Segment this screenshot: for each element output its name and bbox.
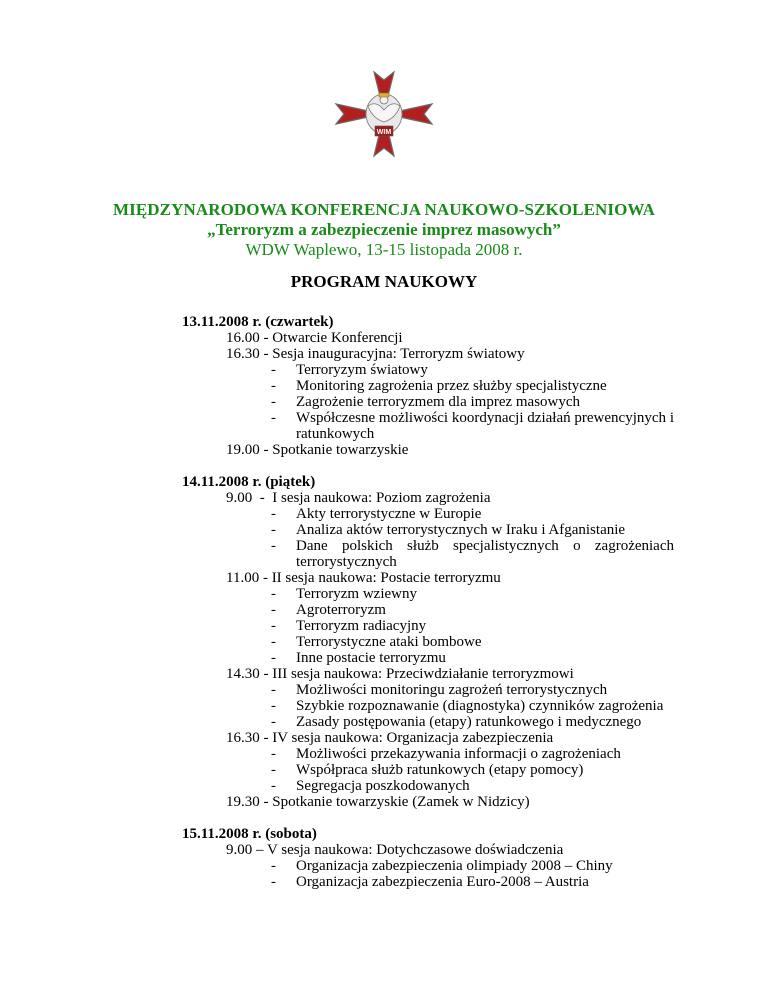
list-item: Terroryzym światowy xyxy=(296,362,428,378)
list-item: Organizacja zabezpieczenia olimpiady 2008 – Chiny xyxy=(296,858,613,874)
list-item: Agroterroryzm xyxy=(296,602,386,618)
day-2-session-4: 16.30 - IV sesja naukowa: Organizacja zabezpieczenia xyxy=(226,730,554,746)
list-item: Analiza aktów terrorystycznych w Iraku i Afganistanie xyxy=(296,522,626,538)
day-1-session-3: 19.00 - Spotkanie towarzyskie xyxy=(226,442,409,458)
list-item: Terroryzm wziewny xyxy=(296,586,417,602)
list-dash: - xyxy=(271,538,276,554)
list-item: Akty terrorystyczne w Europie xyxy=(296,506,482,522)
conference-location: WDW Waplewo, 13-15 listopada 2008 r. xyxy=(245,240,523,259)
list-dash: - xyxy=(271,618,276,634)
list-item: Segregacja poszkodowanych xyxy=(296,778,470,794)
list-item: Współpraca służb ratunkowych (etapy pomocy) xyxy=(296,762,584,778)
list-dash: - xyxy=(271,714,276,730)
program-title: PROGRAM NAUKOWY xyxy=(290,272,478,291)
list-dash: - xyxy=(271,378,276,394)
list-dash: - xyxy=(271,634,276,650)
day-3-date: 15.11.2008 r. (sobota) xyxy=(182,826,317,842)
day-2-date: 14.11.2008 r. (piątek) xyxy=(182,474,316,490)
list-dash: - xyxy=(271,362,276,378)
list-item: Monitoring zagrożenia przez służby specjalistyczne xyxy=(296,378,607,394)
list-dash: - xyxy=(271,506,276,522)
list-item: Organizacja zabezpieczenia Euro-2008 – Austria xyxy=(296,874,589,890)
list-dash: - xyxy=(271,858,276,874)
day-1-session-1: 16.00 - Otwarcie Konferencji xyxy=(226,330,403,346)
list-item: Zasady postępowania (etapy) ratunkowego i medycznego xyxy=(296,714,642,730)
list-dash: - xyxy=(271,698,276,714)
day-1-session-2: 16.30 - Sesja inauguracyjna: Terroryzm światowy xyxy=(226,346,525,362)
list-item: Możliwości przekazywania informacji o zagrożeniach xyxy=(296,746,621,762)
list-dash: - xyxy=(271,682,276,698)
list-item: Terrorystyczne ataki bombowe xyxy=(296,634,482,650)
list-item: Zagrożenie terroryzmem dla imprez masowych xyxy=(296,394,581,410)
list-dash: - xyxy=(271,522,276,538)
list-item: Dane polskich służb specjalistycznych o zagrożeniach terrorystycznych xyxy=(296,538,674,570)
day-1-date: 13.11.2008 r. (czwartek) xyxy=(182,314,334,330)
day-2-session-5: 19.30 - Spotkanie towarzyskie (Zamek w Nidzicy) xyxy=(226,794,530,810)
conference-subtitle: „Terroryzm a zabezpieczenie imprez masowych” xyxy=(207,220,561,239)
logo-caption: WIM xyxy=(376,129,392,136)
list-dash: - xyxy=(271,410,276,426)
day-2-session-1: 9.00 - I sesja naukowa: Poziom zagrożenia xyxy=(226,490,491,506)
list-item: Możliwości monitoringu zagrożeń terrorystycznych xyxy=(296,682,608,698)
list-dash: - xyxy=(271,762,276,778)
list-dash: - xyxy=(271,602,276,618)
day-2-session-2: 11.00 - II sesja naukowa: Postacie terroryzmu xyxy=(226,570,501,586)
list-dash: - xyxy=(271,394,276,410)
wim-logo-emblem xyxy=(320,66,448,162)
day-3-session-1: 9.00 – V sesja naukowa: Dotychczasowe doświadczenia xyxy=(226,842,564,858)
list-dash: - xyxy=(271,778,276,794)
list-item: Współczesne możliwości koordynacji działań prewencyjnych i ratunkowych xyxy=(296,410,674,442)
list-dash: - xyxy=(271,874,276,890)
list-dash: - xyxy=(271,586,276,602)
list-dash: - xyxy=(271,746,276,762)
list-item: Terroryzm radiacyjny xyxy=(296,618,427,634)
list-item: Inne postacie terroryzmu xyxy=(296,650,446,666)
day-2-session-3: 14.30 - III sesja naukowa: Przeciwdziałanie terroryzmowi xyxy=(226,666,574,682)
list-dash: - xyxy=(271,650,276,666)
list-item: Szybkie rozpoznawanie (diagnostyka) czynników zagrożenia xyxy=(296,698,664,714)
conference-title: MIĘDZYNARODOWA KONFERENCJA NAUKOWO-SZKOLENIOWA xyxy=(112,200,656,219)
